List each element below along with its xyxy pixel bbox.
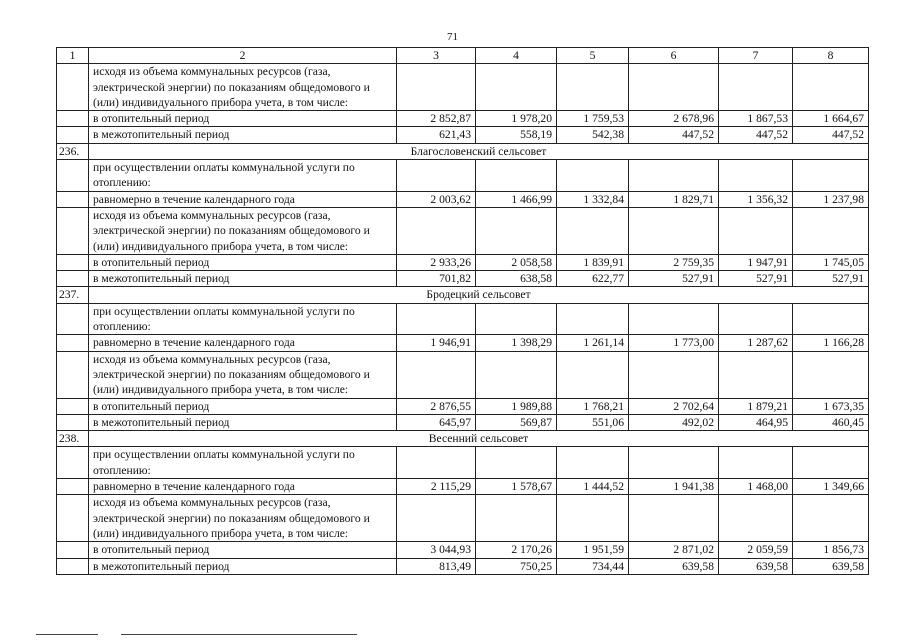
value-cell: 551,06 [557, 414, 629, 430]
value-cell [557, 207, 629, 254]
value-cell [629, 303, 719, 335]
row-number [57, 479, 89, 495]
header-cell: 7 [719, 48, 793, 64]
value-cell: 2 003,62 [397, 191, 476, 207]
row-description: исходя из объема коммунальных ресурсов (газа, электрической энергии) по показаниям общедомового и (или) индивидуального прибора учета, в том числе: [89, 207, 397, 254]
value-cell: 2 678,96 [629, 111, 719, 127]
value-cell: 1 879,21 [719, 398, 793, 414]
row-description: в отопительный период [89, 254, 397, 270]
value-cell: 1 466,99 [476, 191, 557, 207]
label-row [57, 303, 869, 335]
value-cell: 1 261,14 [557, 335, 629, 351]
value-cell: 569,87 [476, 414, 557, 430]
label-row [57, 447, 869, 479]
row-number [57, 207, 89, 254]
section-title: Бродецкий сельсовет [89, 287, 869, 303]
value-cell: 622,77 [557, 271, 629, 287]
label-row [57, 160, 869, 192]
data-row [57, 111, 869, 127]
value-cell [397, 160, 476, 192]
value-cell [557, 351, 629, 398]
value-cell: 1 867,53 [719, 111, 793, 127]
value-cell: 1 332,84 [557, 191, 629, 207]
header-row [57, 48, 869, 64]
row-description: исходя из объема коммунальных ресурсов (газа, электрической энергии) по показаниям общедомового и (или) индивидуального прибора учета, в том числе: [89, 495, 397, 542]
value-cell: 1 398,29 [476, 335, 557, 351]
header-cell: 5 [557, 48, 629, 64]
row-number [57, 303, 89, 335]
row-number [57, 398, 89, 414]
value-cell: 2 759,35 [629, 254, 719, 270]
value-cell: 492,02 [629, 414, 719, 430]
value-cell [397, 351, 476, 398]
section-row [57, 431, 869, 447]
value-cell: 701,82 [397, 271, 476, 287]
value-cell [793, 351, 869, 398]
value-cell [629, 160, 719, 192]
row-description: в отопительный период [89, 542, 397, 558]
row-description: в межотопительный период [89, 558, 397, 574]
value-cell: 638,58 [476, 271, 557, 287]
value-cell: 1 759,53 [557, 111, 629, 127]
page-number: 71 [447, 31, 458, 43]
section-number: 238. [57, 431, 89, 447]
value-cell: 2 115,29 [397, 479, 476, 495]
row-number [57, 254, 89, 270]
value-cell: 1 578,67 [476, 479, 557, 495]
value-cell: 447,52 [629, 127, 719, 143]
value-cell: 734,44 [557, 558, 629, 574]
value-cell: 1 349,66 [793, 479, 869, 495]
row-description: в межотопительный период [89, 271, 397, 287]
row-description: в межотопительный период [89, 127, 397, 143]
data-row [57, 191, 869, 207]
value-cell [629, 495, 719, 542]
section-row [57, 287, 869, 303]
section-title: Благословенский сельсовет [89, 143, 869, 159]
data-row [57, 479, 869, 495]
value-cell [629, 447, 719, 479]
header-cell: 6 [629, 48, 719, 64]
value-cell: 464,95 [719, 414, 793, 430]
value-cell: 2 876,55 [397, 398, 476, 414]
value-cell [719, 160, 793, 192]
value-cell [793, 207, 869, 254]
row-description: в межотопительный период [89, 414, 397, 430]
value-cell [476, 447, 557, 479]
value-cell: 750,25 [476, 558, 557, 574]
value-cell: 1 745,05 [793, 254, 869, 270]
value-cell: 447,52 [793, 127, 869, 143]
value-cell: 527,91 [629, 271, 719, 287]
value-cell: 1 237,98 [793, 191, 869, 207]
value-cell: 1 664,67 [793, 111, 869, 127]
value-cell: 2 852,87 [397, 111, 476, 127]
section-title: Весенний сельсовет [89, 431, 869, 447]
value-cell [557, 303, 629, 335]
row-description: исходя из объема коммунальных ресурсов (газа, электрической энергии) по показаниям общедомового и (или) индивидуального прибора учета, в том числе: [89, 351, 397, 398]
value-cell: 639,58 [793, 558, 869, 574]
value-cell: 1 947,91 [719, 254, 793, 270]
value-cell: 1 946,91 [397, 335, 476, 351]
value-cell: 527,91 [793, 271, 869, 287]
row-description: при осуществлении оплаты коммунальной услуги по отоплению: [89, 160, 397, 192]
tariff-table [56, 47, 869, 575]
value-cell: 1 941,38 [629, 479, 719, 495]
section-number: 236. [57, 143, 89, 159]
value-cell: 645,97 [397, 414, 476, 430]
data-row [57, 542, 869, 558]
header-cell: 2 [89, 48, 397, 64]
value-cell: 527,91 [719, 271, 793, 287]
value-cell [397, 303, 476, 335]
footer-rule [36, 634, 98, 635]
row-number [57, 64, 89, 111]
value-cell [629, 64, 719, 111]
value-cell [793, 64, 869, 111]
row-number [57, 351, 89, 398]
value-cell: 2 058,58 [476, 254, 557, 270]
section-row [57, 143, 869, 159]
value-cell: 542,38 [557, 127, 629, 143]
value-cell [719, 303, 793, 335]
value-cell: 2 871,02 [629, 542, 719, 558]
value-cell: 1 444,52 [557, 479, 629, 495]
row-number [57, 271, 89, 287]
data-row [57, 335, 869, 351]
value-cell [629, 351, 719, 398]
value-cell [719, 207, 793, 254]
row-description: в отопительный период [89, 398, 397, 414]
row-number [57, 127, 89, 143]
value-cell: 3 044,93 [397, 542, 476, 558]
row-description: равномерно в течение календарного года [89, 191, 397, 207]
data-row [57, 254, 869, 270]
row-description: в отопительный период [89, 111, 397, 127]
row-number [57, 495, 89, 542]
value-cell: 1 773,00 [629, 335, 719, 351]
value-cell: 639,58 [719, 558, 793, 574]
value-cell: 1 356,32 [719, 191, 793, 207]
value-cell [793, 160, 869, 192]
header-cell: 4 [476, 48, 557, 64]
label-row [57, 495, 869, 542]
value-cell [793, 447, 869, 479]
data-row [57, 127, 869, 143]
value-cell [557, 447, 629, 479]
value-cell: 1 856,73 [793, 542, 869, 558]
row-description: исходя из объема коммунальных ресурсов (газа, электрической энергии) по показаниям общедомового и (или) индивидуального прибора учета, в том числе: [89, 64, 397, 111]
row-number [57, 542, 89, 558]
value-cell: 1 166,28 [793, 335, 869, 351]
value-cell: 2 059,59 [719, 542, 793, 558]
value-cell [397, 207, 476, 254]
row-description: равномерно в течение календарного года [89, 479, 397, 495]
value-cell [397, 447, 476, 479]
value-cell [476, 207, 557, 254]
value-cell [557, 64, 629, 111]
value-cell: 2 933,26 [397, 254, 476, 270]
value-cell: 558,19 [476, 127, 557, 143]
value-cell [476, 351, 557, 398]
row-description: равномерно в течение календарного года [89, 335, 397, 351]
value-cell: 447,52 [719, 127, 793, 143]
value-cell: 1 839,91 [557, 254, 629, 270]
value-cell [793, 303, 869, 335]
value-cell [397, 495, 476, 542]
label-row [57, 207, 869, 254]
row-number [57, 447, 89, 479]
value-cell: 639,58 [629, 558, 719, 574]
row-number [57, 558, 89, 574]
value-cell [793, 495, 869, 542]
section-number: 237. [57, 287, 89, 303]
value-cell [476, 160, 557, 192]
value-cell: 2 702,64 [629, 398, 719, 414]
value-cell: 1 768,21 [557, 398, 629, 414]
label-row [57, 64, 869, 111]
row-description: при осуществлении оплаты коммунальной услуги по отоплению: [89, 447, 397, 479]
label-row [57, 351, 869, 398]
value-cell [476, 303, 557, 335]
value-cell [557, 160, 629, 192]
value-cell [476, 495, 557, 542]
value-cell [397, 64, 476, 111]
row-description: при осуществлении оплаты коммунальной услуги по отоплению: [89, 303, 397, 335]
value-cell: 1 829,71 [629, 191, 719, 207]
data-row [57, 414, 869, 430]
value-cell: 460,45 [793, 414, 869, 430]
value-cell [719, 64, 793, 111]
data-row [57, 558, 869, 574]
value-cell [557, 495, 629, 542]
header-cell: 1 [57, 48, 89, 64]
value-cell: 1 951,59 [557, 542, 629, 558]
row-number [57, 111, 89, 127]
value-cell: 813,49 [397, 558, 476, 574]
value-cell: 1 989,88 [476, 398, 557, 414]
footer-rule [121, 634, 357, 635]
value-cell: 1 978,20 [476, 111, 557, 127]
row-number [57, 160, 89, 192]
data-row [57, 271, 869, 287]
value-cell [719, 495, 793, 542]
row-number [57, 335, 89, 351]
header-cell: 8 [793, 48, 869, 64]
value-cell [719, 447, 793, 479]
value-cell [476, 64, 557, 111]
row-number [57, 414, 89, 430]
value-cell: 1 287,62 [719, 335, 793, 351]
value-cell: 2 170,26 [476, 542, 557, 558]
data-row [57, 398, 869, 414]
row-number [57, 191, 89, 207]
value-cell: 621,43 [397, 127, 476, 143]
value-cell: 1 673,35 [793, 398, 869, 414]
header-cell: 3 [397, 48, 476, 64]
value-cell [719, 351, 793, 398]
value-cell [629, 207, 719, 254]
value-cell: 1 468,00 [719, 479, 793, 495]
